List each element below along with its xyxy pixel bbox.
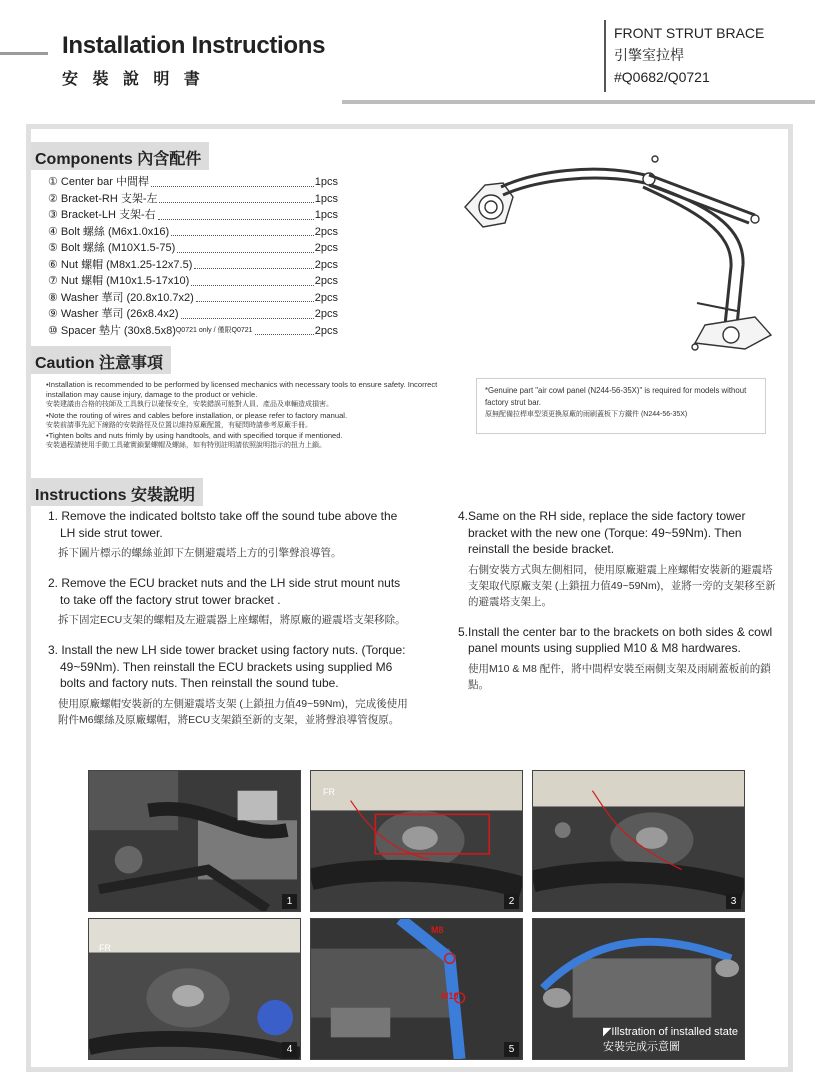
header-rule-left [0,52,48,55]
component-qty: 1pcs [314,176,338,188]
photo-number-3: 3 [726,894,741,909]
header-divider [604,20,606,92]
direction-label-fr: FR [323,787,335,797]
component-row [48,306,338,323]
caution-bullet-2-en: •Note the routing of wires and cables before installation, or please refer to factory manual. [46,410,348,420]
component-row [48,240,338,257]
component-qty: 1pcs [314,192,338,205]
step-3 [48,642,408,728]
bolt-label-m8: M8 [431,925,444,935]
photo-step-2 [310,770,523,912]
strut-brace-illustration [455,145,785,365]
component-note: Q0721 only / 僅限Q0721 [175,326,253,334]
component-row [48,273,338,290]
part-numbers: #Q0682/Q0721 [614,69,710,85]
step-2 [48,575,408,628]
component-row [48,290,338,307]
component-row [48,174,338,191]
installed-caption-en: ◤Illstration of installed state [602,1026,738,1038]
component-name: ⑤ Bolt 螺絲 (M10X1.5-75) [48,242,176,254]
component-row [48,323,338,340]
cowl-panel-note-en: *Genuine part "air cowl panel (N244-56-35X)" is required for models without factory strut bar. [485,386,747,407]
step-5-en: 5.Install the center bar to the brackets on both sides & cowl panel mounts using supplied M10 & M8 hardwares. [458,624,773,655]
product-name-zh: 引擎室拉桿 [614,47,684,63]
component-name: ⑧ Washer 華司 (20.8x10.7x2) [48,291,194,304]
caution-bullet-1-zh: 安裝建議由合格的技師及工具執行以確保安全，安裝錯誤可能對人員、產品及車輛造成損害。 [46,401,333,409]
component-qty: 1pcs [314,209,338,221]
step-1-en: 1. Remove the indicated boltsto take off the sound tube above the LH side strut tower. [48,509,398,540]
component-name: ④ Bolt 螺絲 (M6x1.0x16) [48,225,170,238]
direction-label-fr-2: FR [99,943,111,953]
product-name: FRONT STRUT BRACE [614,25,765,41]
step-4 [458,508,782,610]
step-3-en: 3. Install the new LH side tower bracket using factory nuts. (Torque: 49~59Nm). Then reinstall the ECU brackets using supplied M6 bolts and factory nuts. Then reinstall the sound tube. [48,643,406,690]
photo-number-5: 5 [504,1042,519,1057]
component-qty: 2pcs [314,324,338,337]
component-qty: 2pcs [314,258,338,271]
component-name: ③ Bracket-LH 支架-右 [48,209,156,221]
document-title-zh: 安 裝 說 明 書 [62,71,205,88]
component-leader-dots [177,240,314,253]
component-qty: 2pcs [314,308,338,320]
photo-step-5 [310,918,523,1060]
step-5 [458,624,782,693]
photo-step-3 [532,770,745,912]
caution-bullet-3-zh: 安裝過程請使用手動工具確實鎖緊螺帽及螺絲，如有特別註明請依照說明指示的扭力上鎖。 [46,442,326,450]
cowl-panel-note-zh: 原無配備拉桿車型須更換原廠的雨刷蓋板下方鐵件 (N244-56-35X) [485,411,688,418]
caution-bullet-3-en: •Tighten bolts and nuts frimly by using handtools, and with specified torque if mentioned. [46,431,343,441]
document-title: Installation Instructions [62,32,326,59]
component-leader-dots [171,224,314,237]
caution-bullets [46,380,456,451]
steps-left-column [48,508,408,742]
component-qty: 2pcs [314,242,338,254]
component-leader-dots [191,273,313,286]
step-4-zh: 右側安裝方式與左側相同，使用原廠避震上座螺帽安裝新的避震塔支架取代原廠支架 (上鎖扭力值49~59Nm)，並將一旁的支架移至新的避震塔支架上。 [468,563,776,608]
photo-number-2: 2 [504,894,519,909]
component-name: ⑥ Nut 螺帽 (M8x1.25-12x7.5) [48,258,193,271]
component-leader-dots [181,306,314,319]
photo-step-1 [88,770,301,912]
components-list [48,174,338,339]
photo-number-4: 4 [282,1042,297,1057]
photo-step-4 [88,918,301,1060]
component-qty: 2pcs [314,225,338,238]
component-row [48,257,338,274]
installed-caption-zh: 安裝完成示意圖 [602,1041,680,1053]
component-row [48,191,338,208]
step-4-en: 4.Same on the RH side, replace the side factory tower bracket with the new one (Torque: 49~59Nm). Then reinstall the beside bracket. [458,509,746,556]
component-name: ⑩ Spacer 墊片 (30x8.5x8) [48,324,176,337]
step-3-zh: 使用原廠螺帽安裝新的左側避震塔支架 (上鎖扭力值49~59Nm)，完成後使用附件M6螺絲及原廠螺帽，將ECU支架鎖至新的支架，並將聲浪導管復原。 [58,697,408,726]
steps-right-column [458,508,782,707]
component-name: ② Bracket-RH 支架-左 [48,192,158,205]
component-leader-dots [151,174,314,187]
component-leader-dots [255,323,314,336]
photo-installed-state [532,918,745,1060]
component-qty: 2pcs [314,275,338,287]
caution-heading: Caution 注意事項 [31,346,171,374]
bolt-label-m10: M10 [441,991,459,1001]
component-leader-dots [196,290,314,303]
step-1 [48,508,408,561]
step-2-en: 2. Remove the ECU bracket nuts and the LH side strut mount nuts to take off the factory strut tower bracket . [48,576,401,607]
caution-bullet-1-en: •Installation is recommended to be performed by licensed mechanics with necessary tools to ensure safety. Incorrect installation may cause injury, damage to the product or vehicle. [46,380,438,400]
component-row [48,224,338,241]
component-leader-dots [158,207,314,220]
header-rule-right [342,100,815,104]
component-name: ⑨ Washer 華司 (26x8.4x2) [48,308,179,320]
component-name: ⑦ Nut 螺帽 (M10x1.5-17x10) [48,275,190,287]
step-5-zh: 使用M10 & M8 配件，將中間桿安裝至兩側支架及雨刷蓋板前的鎖點。 [468,662,771,691]
instructions-heading: Instructions 安裝說明 [31,478,203,506]
step-1-zh: 拆下圖片標示的螺絲並卸下左側避震塔上方的引擎聲浪導管。 [58,547,342,559]
components-heading: Components 內含配件 [31,142,209,170]
photo-number-1: 1 [282,894,297,909]
product-info [614,22,764,88]
cowl-panel-note [476,378,766,434]
component-row [48,207,338,224]
component-leader-dots [159,191,313,204]
component-qty: 2pcs [314,291,338,304]
step-2-zh: 拆下固定ECU支架的螺帽及左避震器上座螺帽，將原廠的避震塔支架移除。 [58,614,406,626]
installed-caption [603,1025,738,1055]
caution-bullet-2-zh: 安裝前請事先記下線路的安裝路徑及位置以維持原廠配置，有疑問時請參考原廠手冊。 [46,421,312,429]
component-leader-dots [194,257,313,270]
component-name: ① Center bar 中間桿 [48,176,149,188]
